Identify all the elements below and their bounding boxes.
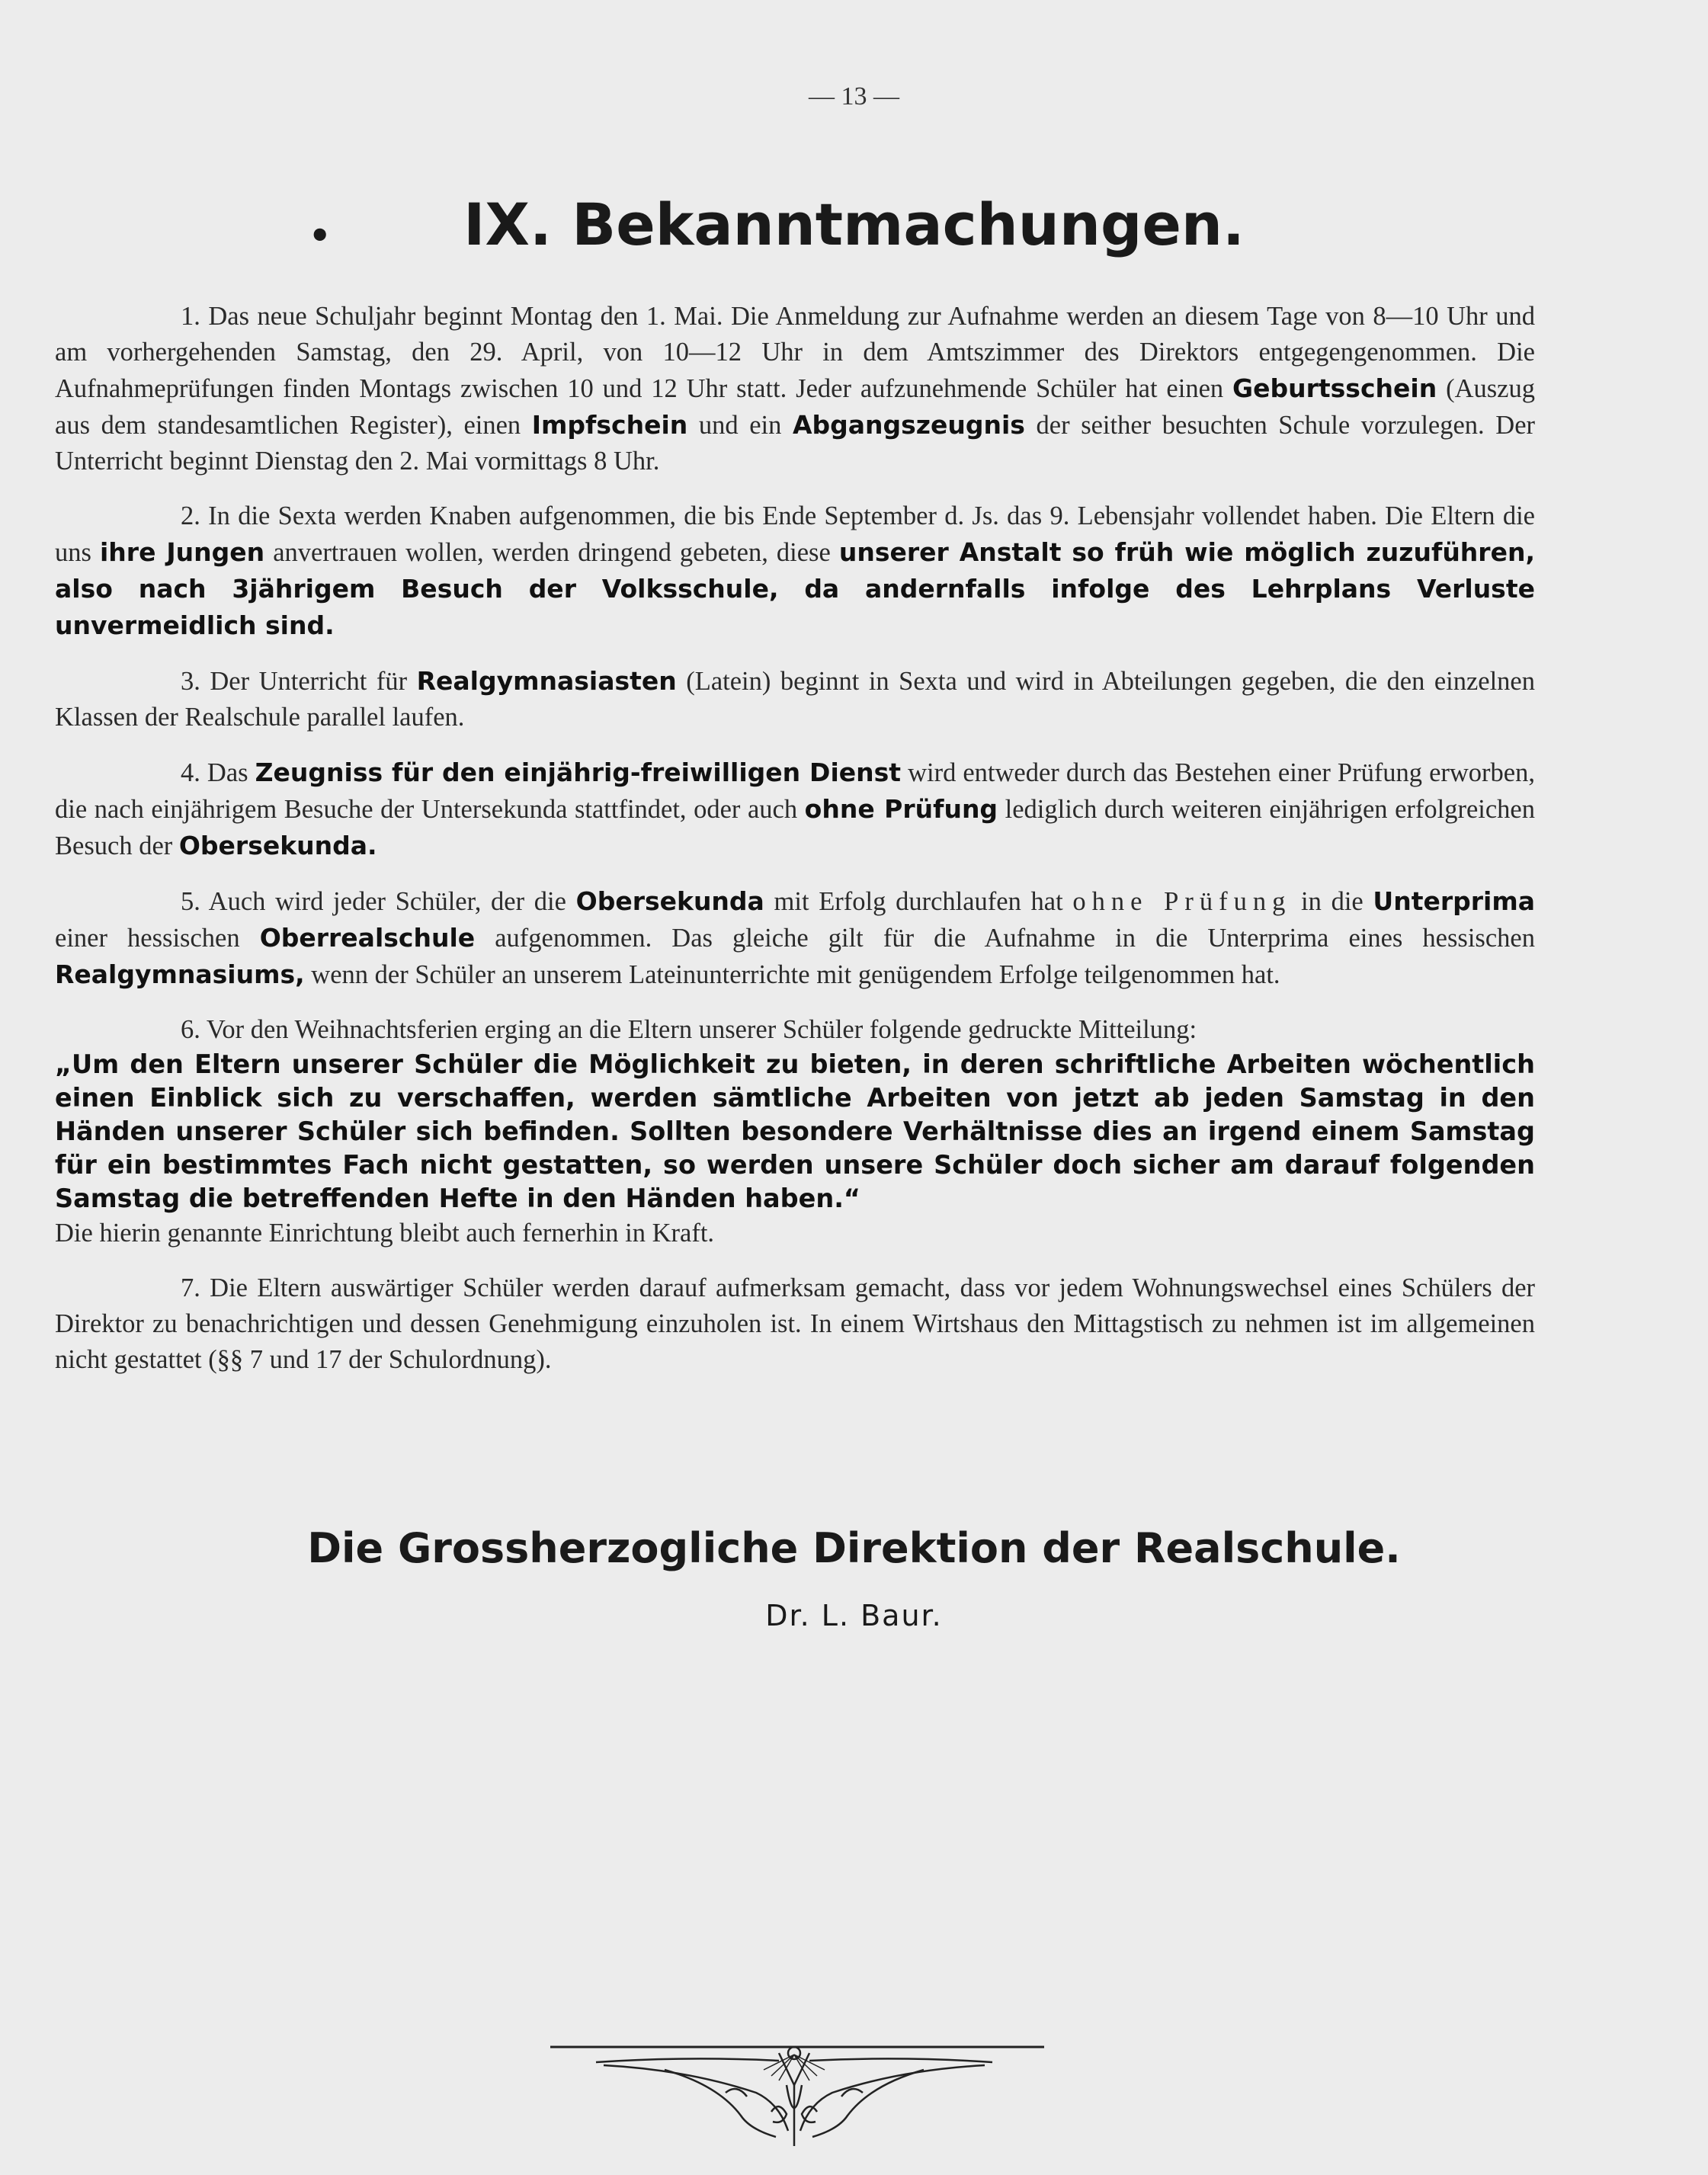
spaced-term: ohne Prüfung	[1072, 887, 1292, 916]
text-run: (Auszug aus dem standesamtlichen Register), einen	[55, 374, 1535, 440]
bold-term: unserer Anstalt so früh wie möglich zuzuführen, also nach 3jährigem Besuch der Volksschule, da andernfalls infolge des Lehrplans Verluste unvermeidlich sind.	[55, 537, 1535, 640]
bold-term: Obersekunda	[575, 886, 764, 916]
text-run: aufgenommen. Das gleiche gilt für die Aufnahme in die Unterprima eines hessischen	[475, 924, 1535, 953]
text-run: 7. Die Eltern auswärtiger Schüler werden darauf aufmerksam gemacht, dass vor jedem Wohnungswechsel eines Schülers der Direktor zu benachrichtigen und dessen Genehmigung einzuholen ist. In einem Wirtshaus den Mittagstisch zu nehmen ist im allgemeinen nicht gestattet (§§ 7 und 17 der Schulordnung).	[55, 1273, 1535, 1374]
text-run: 4. Das	[181, 758, 255, 787]
bold-term: Obersekunda.	[178, 831, 377, 860]
bold-term: ihre Jungen	[99, 537, 265, 567]
signature-name: Dr. L. Baur.	[765, 1599, 943, 1632]
signature-institution: Die Grossherzogliche Direktion der Realschule.	[307, 1524, 1401, 1572]
bold-term: Oberrealschule	[259, 923, 476, 953]
text-run: 5. Auch wird jeder Schüler, der die	[181, 887, 576, 916]
announcements-body	[55, 299, 1535, 1397]
announcement-4	[55, 754, 1535, 864]
text-run: und ein	[687, 411, 793, 440]
announcement-6	[55, 1012, 1535, 1251]
text-run: lediglich durch weiteren einjährigen erfolgreichen Besuch der	[55, 795, 1535, 860]
text-run: Die hierin genannte Einrichtung bleibt auch fernerhin in Kraft.	[55, 1219, 715, 1248]
text-run: wenn der Schüler an unserem Lateinunterrichte mit genügendem Erfolge teilgenommen hat.	[304, 960, 1280, 989]
text-run: wird entweder durch das Bestehen einer Prüfung erworben, die nach einjährigem Besuche der Untersekunda stattfindet, oder auch	[55, 758, 1535, 824]
bold-term: Geburtsschein	[1232, 373, 1437, 403]
bold-term: Impfschein	[531, 410, 688, 440]
page-number: — 13 —	[809, 82, 899, 111]
text-run: der seither besuchten Schule vorzulegen. Der Unterricht beginnt Dienstag den 2. Mai vormittags 8 Uhr.	[55, 411, 1535, 476]
bold-term: Realgymnasiums,	[55, 959, 305, 989]
text-run: mit Erfolg durchlaufen hat	[764, 887, 1073, 916]
bold-term: Abgangszeugnis	[792, 410, 1025, 440]
section-heading	[0, 191, 1708, 258]
quoted-notice: „Um den Eltern unserer Schüler die Möglichkeit zu bieten, in deren schriftliche Arbeiten wöchentlich einen Einblick sich zu verschaffen, werden sämtliche Arbeiten von jetzt ab jeden Samstag in den Händen unserer Schüler sich befinden. Sollten besondere Verhältnisse dies an irgend einem Samstag für ein bestimmtes Fach nicht gestatten, so werden unsere Schüler doch sicher am darauf folgenden Samstag die betreffenden Hefte in den Händen haben.“	[55, 1049, 1535, 1213]
text-run: in die	[1291, 887, 1373, 916]
heading-text: IX. Bekanntmachungen.	[463, 191, 1245, 258]
text-run: 6. Vor den Weihnachtsferien erging an die Eltern unserer Schüler folgende gedruckte Mitteilung:	[181, 1015, 1197, 1044]
bold-term: Zeugniss für den einjährig-freiwilligen Dienst	[255, 758, 902, 787]
announcement-5	[55, 883, 1535, 993]
text-run: einer hessischen	[55, 924, 260, 953]
bold-term: Realgymnasiasten	[416, 666, 677, 696]
bold-term: ohne Prüfung	[804, 794, 998, 824]
decorative-vignette-icon	[550, 2039, 1084, 2161]
text-run: (Latein) beginnt in Sexta und wird in Abteilungen gegeben, die den einzelnen Klassen der Realschule parallel laufen.	[55, 667, 1535, 732]
announcement-2	[55, 498, 1535, 644]
text-run: 3. Der Unterricht für	[181, 667, 417, 696]
announcement-1	[55, 299, 1535, 479]
text-run: anvertrauen wollen, werden dringend gebeten, diese	[264, 538, 839, 567]
bold-term: Unterprima	[1373, 886, 1536, 916]
heading-bullet: •	[309, 215, 332, 256]
announcement-3	[55, 663, 1535, 735]
text-run: 2. In die Sexta werden Knaben aufgenommen, die bis Ende September d. Js. das 9. Lebensjahr vollendet haben. Die Eltern die uns	[55, 501, 1535, 567]
announcement-7	[55, 1270, 1535, 1378]
text-run: 1. Das neue Schuljahr beginnt Montag den 1. Mai. Die Anmeldung zur Aufnahme werden an diesem Tage von 8—10 Uhr und am vorhergehenden Samstag, den 29. April, von 10—12 Uhr in dem Amtszimmer des Direktors entgegengenommen. Die Aufnahmeprüfungen finden Montags zwischen 10 und 12 Uhr statt. Jeder aufzunehmende Schüler hat einen	[55, 302, 1535, 403]
